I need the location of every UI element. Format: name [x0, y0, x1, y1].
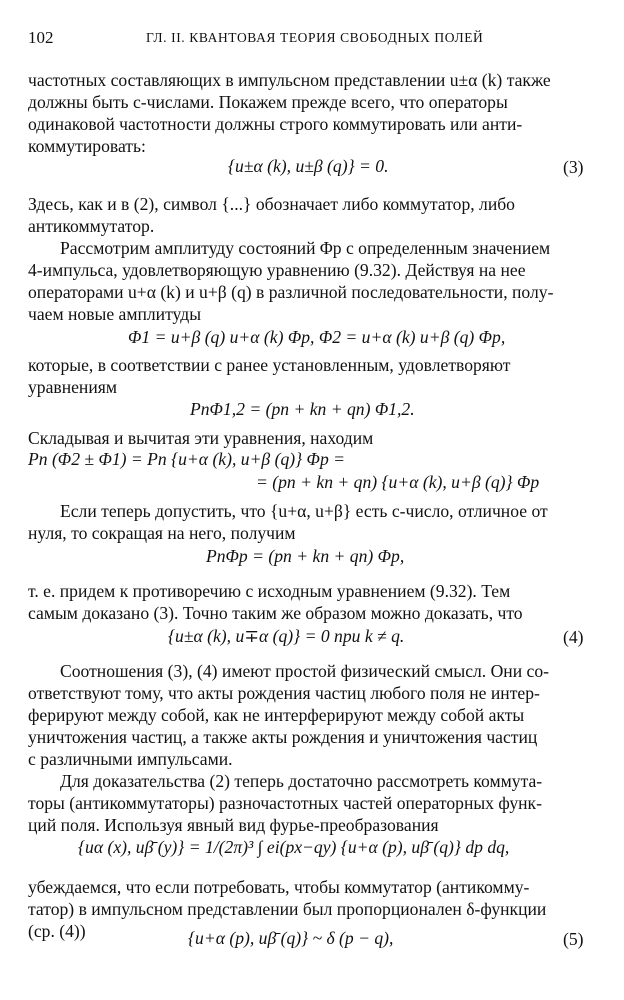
equation-pn-phip: PnΦp = (pn + kn + qn) Φp,	[206, 546, 405, 566]
text-line: должны быть c-числами. Покажем прежде всего, что операторы	[28, 92, 508, 112]
text-line: Складывая и вычитая эти уравнения, находим	[28, 428, 374, 448]
text-line: ций поля. Используя явный вид фурье-преобразования	[28, 815, 439, 835]
text-line: ответствуют тому, что акты рождения частиц любого поля не интер-	[28, 683, 540, 703]
text-line: антикоммутатор.	[28, 216, 155, 236]
equation-5: {u+α (p), uβ̄ (q)} ~ δ (p − q),	[188, 928, 394, 948]
text-line: торы (антикоммутаторы) разночастотных частей операторных функ-	[28, 793, 542, 813]
text-line: Здесь, как и в (2), символ {...} обозначает либо коммутатор, либо	[28, 194, 515, 214]
page-header	[28, 28, 578, 50]
text-line: частотных составляющих в импульсном представлении u±α (k) также	[28, 70, 551, 90]
text-line: Если теперь допустить, что {u+α, u+β} есть c-число, отличное от	[60, 501, 548, 521]
text-line: с различными импульсами.	[28, 749, 233, 769]
text-line: Рассмотрим амплитуду состояний Φp с определенным значением	[60, 238, 551, 258]
running-title: ГЛ. II. КВАНТОВАЯ ТЕОРИЯ СВОБОДНЫХ ПОЛЕЙ	[146, 30, 484, 45]
text-line: (ср. (4))	[28, 921, 86, 941]
equation-number-5: (5)	[563, 929, 584, 949]
text-line: самым доказано (3). Точно таким же образом можно доказать, что	[28, 603, 523, 623]
text-line: Для доказательства (2) теперь достаточно рассмотреть коммута-	[60, 771, 543, 791]
text-line: татор) в импульсном представлении был пропорционален δ-функции	[28, 899, 547, 919]
text-line: которые, в соответствии с ранее установленным, удовлетворяют	[28, 355, 511, 375]
text-line: Соотношения (3), (4) имеют простой физический смысл. Они со-	[60, 661, 549, 681]
equation-pn-phi12: PnΦ1,2 = (pn + kn + qn) Φ1,2.	[190, 399, 415, 419]
text-line: одинаковой частотности должны строго коммутировать или анти-	[28, 114, 523, 134]
text-line: убеждаемся, что если потребовать, чтобы коммутатор (антикомму-	[28, 877, 530, 897]
text-line: уничтожения частиц, а также акты рождения и уничтожения частиц	[28, 727, 538, 747]
equation-sum-diff-2: = (pn + kn + qn) {u+α (k), u+β (q)} Φp	[256, 472, 540, 492]
equation-number-4: (4)	[563, 627, 584, 647]
text-line: нуля, то сокращая на него, получим	[28, 523, 296, 543]
page-number: 102	[28, 28, 54, 47]
equation-number-3: (3)	[563, 157, 584, 177]
equation-phi: Φ1 = u+β (q) u+α (k) Φp, Φ2 = u+α (k) u+β (q) Φp,	[128, 327, 506, 347]
text-line: уравнениям	[28, 377, 117, 397]
equation-sum-diff-1: Pn (Φ2 ± Φ1) = Pn {u+α (k), u+β (q)} Φp =	[28, 449, 346, 469]
equation-fourier: {uα (x), uβ̄ (y)} = 1/(2π)³ ∫ ei(px−qy) {u+α (p), uβ̄ (q)} dp dq,	[78, 837, 510, 857]
text-line: операторами u+α (k) и u+β (q) в различной последовательности, полу-	[28, 282, 554, 302]
text-line: ферируют между собой, как не интерферируют между собой акты	[28, 705, 525, 725]
text-line: коммутировать:	[28, 136, 146, 156]
text-line: т. е. придем к противоречию с исходным уравнением (9.32). Тем	[28, 581, 511, 601]
equation-3: {u±α (k), u±β (q)} = 0.	[228, 156, 389, 176]
text-line: чаем новые амплитуды	[28, 304, 202, 324]
text-line: 4-импульса, удовлетворяющую уравнению (9.32). Действуя на нее	[28, 260, 526, 280]
equation-4: {u±α (k), u∓α (q)} = 0 при k ≠ q.	[168, 626, 405, 646]
